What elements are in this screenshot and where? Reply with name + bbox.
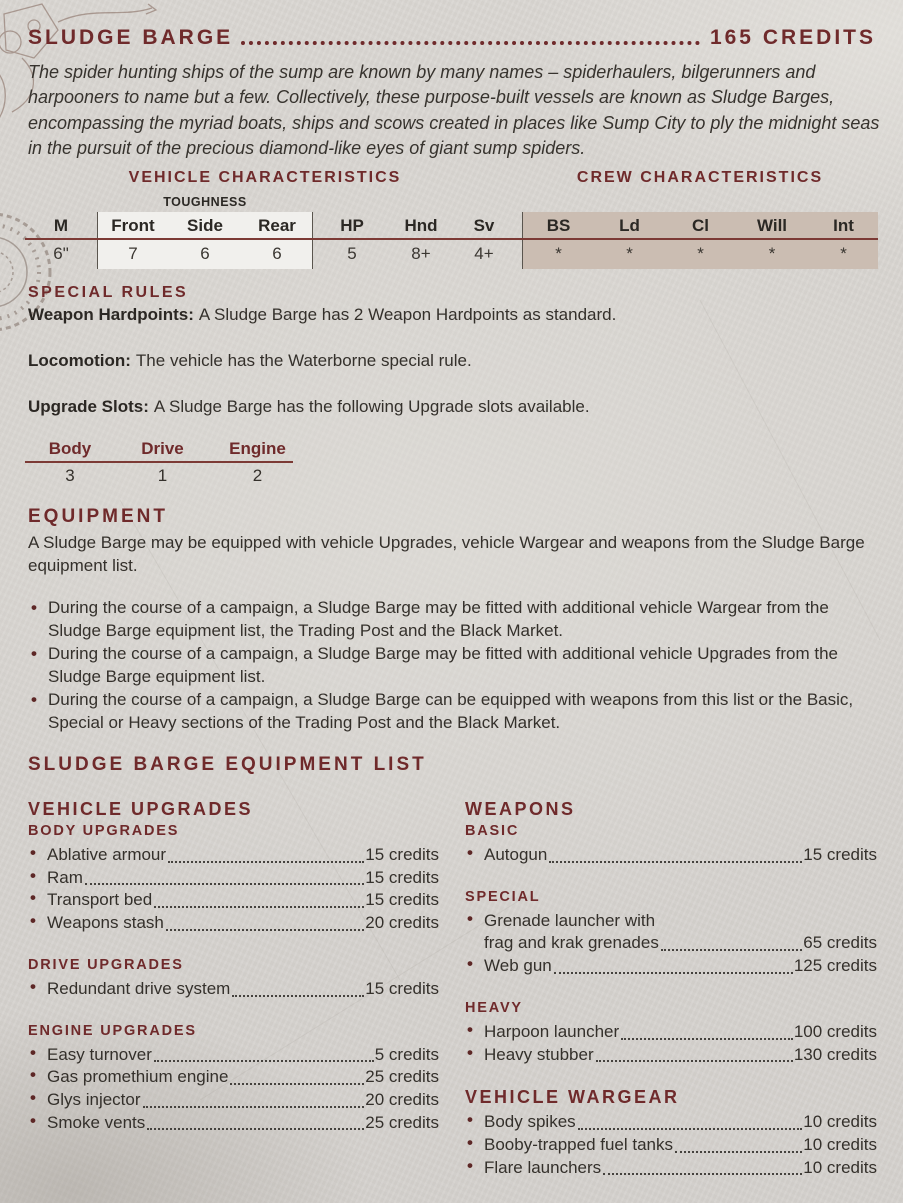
dotted-leader [621,1038,793,1040]
equipment-item [465,1157,877,1180]
equipment-bullet: • During the course of a campaign, a Sludge Barge may be fitted with additional vehicle Wargear from the Sludge Barge equipment list, the Trading Post and the Black Market. [28,597,880,643]
slot-header-engine: Engine [229,439,286,458]
slot-value-engine: 2 [252,466,263,485]
slot-value-drive: 1 [157,466,168,485]
item-price: 25 credits [365,1067,439,1087]
page-title: SLUDGE BARGE [28,26,234,49]
rule-text: The vehicle has the Waterborne special rule. [135,351,472,370]
dotted-leader [232,995,364,997]
stat-value-int: * [840,244,847,263]
crew-stats-header-row [523,212,879,239]
stat-header-sv: Sv [473,216,495,235]
intro-paragraph: The spider hunting ships of the sump are known by many names – spiderhaulers, bilgerunners and harpooners to name but a few. Collectively, these purpose-built vessels are known as Sludge Barges, encompassing the myriad boats, ships and scows created in places like Sump City to ply the midnight seas in the pursuit of the precious diamond-like eyes of giant sump spiders. [28,62,880,158]
rule-weapon-hardpoints [28,305,616,325]
equipment-title: EQUIPMENT [28,506,168,527]
dotted-leader [661,949,802,951]
item-name: • Flare launchers [484,1157,602,1177]
stat-header-ld: Ld [619,216,640,235]
vehicle-characteristics-title: VEHICLE CHARACTERISTICS [128,169,402,186]
item-price: 20 credits [365,1089,439,1109]
equipment-item [28,1089,439,1112]
vehicle-wargear-title: VEHICLE WARGEAR [465,1087,680,1108]
slot-value-body: 3 [65,466,75,485]
slots-value-row [25,465,307,487]
stat-value-m: 6" [53,244,69,263]
slots-header-rule [25,461,293,463]
dotted-leader [147,1128,364,1130]
upgrade-slots-table [25,438,307,487]
equipment-item [28,1044,439,1067]
stat-value-hnd: 8+ [411,244,431,263]
stat-header-hp: HP [340,216,364,235]
stat-value-rear: 6 [272,244,282,263]
item-name: • Body spikes [484,1112,576,1132]
body-upgrades-title: BODY UPGRADES [28,823,180,839]
item-name: • Weapons stash [47,913,164,933]
slot-header-body: Body [48,439,92,458]
stats-header-rule [25,238,878,240]
item-price: 5 credits [374,1044,439,1064]
rule-label: Locomotion: [28,351,131,370]
dotted-leader [596,1060,793,1062]
equipment-item-continuation [465,932,877,955]
item-price: 65 credits [803,933,877,953]
stat-header-will: Will [756,216,788,235]
item-price: 130 credits [793,1044,877,1064]
rule-text: A Sludge Barge has 2 Weapon Hardpoints as standard. [198,305,617,324]
stat-header-front: Front [111,216,155,235]
item-name: • Grenade launcher with [484,910,656,930]
drive-upgrades-title: DRIVE UPGRADES [28,956,184,973]
item-name: • Easy turnover [47,1044,152,1064]
equipment-item [28,1066,439,1089]
stat-header-bs: BS [546,216,571,235]
item-name: • Web gun [484,956,552,976]
equipment-bullet-list [28,597,880,734]
equipment-list-left-column [28,799,439,1134]
item-name: • Autogun [484,845,548,864]
item-name: • Smoke vents [47,1112,146,1132]
dotted-leader [554,972,793,974]
equipment-item [465,1111,877,1134]
item-price: 10 credits [803,1157,877,1177]
item-price: 125 credits [793,956,877,976]
equipment-bullet: • During the course of a campaign, a Sludge Barge may be fitted with additional vehicle Upgrades from the Sludge Barge equipment list. [28,643,880,689]
title-dotted-leader [241,41,700,45]
rule-text: A Sludge Barge has the following Upgrade slots available. [153,397,590,416]
stat-header-int: Int [833,216,854,235]
equipment-item [28,978,439,1001]
equipment-bullet: • During the course of a campaign, a Sludge Barge can be equipped with weapons from this list or the Basic, Special or Heavy sections of the Trading Post and the Black Market. [28,689,880,735]
dotted-leader [143,1106,365,1108]
equipment-item [465,910,877,933]
stat-value-will: * [768,244,776,263]
stat-value-hp: 5 [347,244,357,263]
item-price: 15 credits [365,845,439,864]
equipment-list-right-column [465,799,877,1179]
dotted-leader [166,929,364,931]
crew-characteristics-title: CREW CHARACTERISTICS [576,169,824,186]
item-name: • Booby-trapped fuel tanks [484,1134,674,1154]
dotted-leader [230,1083,364,1085]
slots-header-row [25,438,307,460]
item-price: 20 credits [365,913,439,933]
characteristics-tables [25,212,878,269]
dotted-leader [675,1151,802,1153]
dotted-leader [154,906,364,908]
item-name: • Ram [47,867,83,887]
equipment-item [465,1021,877,1044]
item-name: • Ablative armour [47,845,167,864]
item-price: 10 credits [803,1134,877,1154]
slot-header-drive: Drive [141,439,184,458]
dotted-leader [168,861,364,863]
equipment-item [465,844,877,867]
special-weapons-title: SPECIAL [465,888,541,905]
equipment-list-title: SLUDGE BARGE EQUIPMENT LIST [28,754,427,775]
equipment-item [465,955,877,978]
toughness-label: TOUGHNESS [163,195,247,209]
stat-header-rear: Rear [258,216,296,235]
stat-header-side: Side [187,216,223,235]
item-price: 15 credits [365,867,439,887]
equipment-item [465,1044,877,1067]
stat-header-hnd: Hnd [404,216,438,235]
item-name: • Redundant drive system [47,978,231,998]
vehicle-stats-table [25,212,517,269]
equipment-item [28,867,439,890]
item-price: 15 credits [365,890,439,910]
stat-value-bs: * [555,244,562,263]
item-price: 100 credits [793,1021,877,1041]
stat-header-m: M [53,216,69,235]
item-name: frag and krak grenades [484,933,659,953]
stat-value-side: 6 [200,244,210,263]
rule-label: Upgrade Slots: [28,397,149,416]
stat-value-sv: 4+ [474,244,494,263]
vehicle-upgrades-title: VEHICLE UPGRADES [28,799,254,819]
item-name: • Transport bed [47,890,153,910]
equipment-item [28,889,439,912]
dotted-leader [154,1060,374,1062]
heavy-weapons-title: HEAVY [465,999,523,1016]
item-name: • Heavy stubber [484,1044,594,1064]
crew-stats-value-row [523,241,879,268]
basic-weapons-title: BASIC [465,823,520,839]
crew-stats-table [522,212,878,269]
page-title-cost: 165 CREDITS [709,26,876,49]
item-price: 25 credits [365,1112,439,1132]
weapons-title: WEAPONS [465,799,576,819]
item-price: 15 credits [365,978,439,998]
dotted-leader [85,883,364,885]
stat-value-cl: * [697,244,704,263]
equipment-item [28,844,439,867]
item-price: 10 credits [803,1112,877,1132]
dotted-leader [603,1173,802,1175]
item-name: • Glys injector [47,1089,141,1109]
rule-locomotion [28,351,472,371]
item-price: 15 credits [803,845,877,864]
vehicle-stats-value-row [25,241,517,268]
dotted-leader [578,1128,803,1130]
item-name: • Gas promethium engine [47,1067,229,1087]
dotted-leader [549,861,802,863]
page-title-row [28,26,876,50]
rule-label: Weapon Hardpoints: [28,305,194,324]
engine-upgrades-title: ENGINE UPGRADES [28,1022,197,1039]
equipment-item [465,1134,877,1157]
stat-value-front: 7 [128,244,138,263]
equipment-item [28,912,439,935]
rule-upgrade-slots [28,397,590,417]
equipment-intro: A Sludge Barge may be equipped with vehicle Upgrades, vehicle Wargear and weapons from the Sludge Barge equipment list. [28,533,865,575]
stat-value-ld: * [626,244,633,263]
item-name: • Harpoon launcher [484,1021,620,1041]
special-rules-title: SPECIAL RULES [28,284,189,301]
vehicle-stats-header-row [25,212,517,239]
stat-header-cl: Cl [692,216,709,235]
equipment-item [28,1112,439,1135]
